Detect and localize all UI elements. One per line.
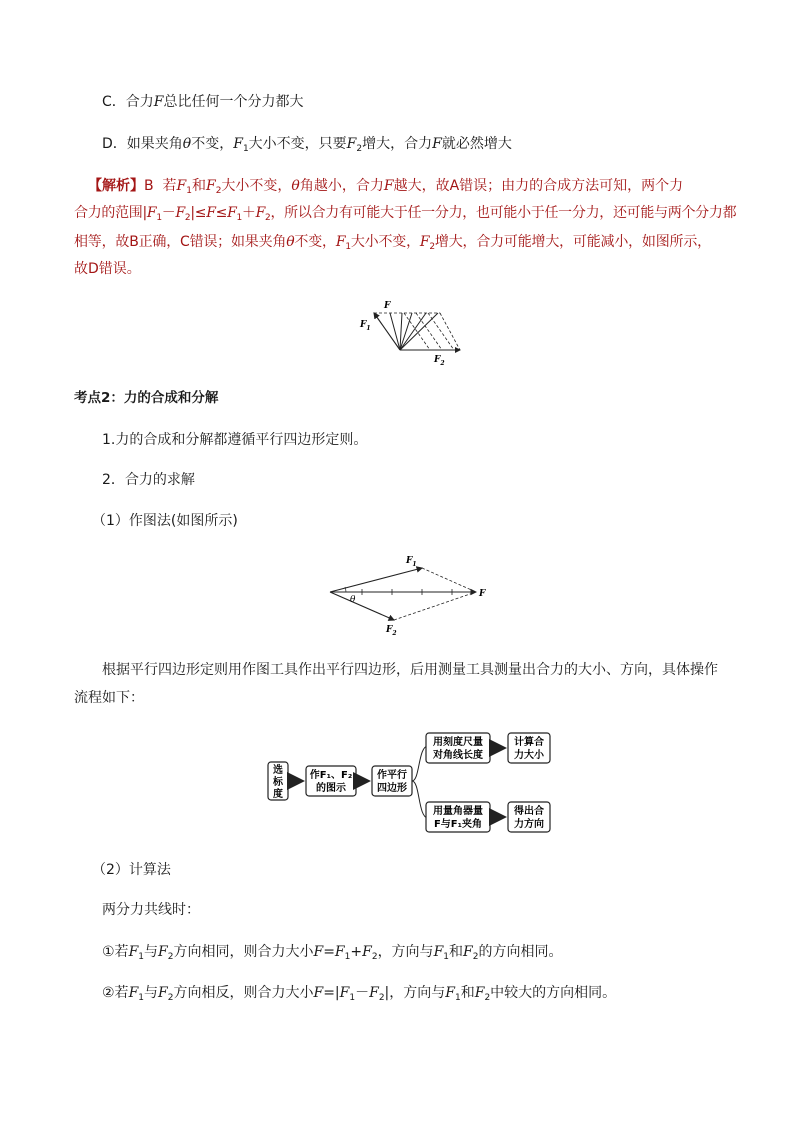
fig1-label-f1: $F_1$	[360, 320, 371, 332]
section-title: 考点2：力的合成和分解	[74, 390, 219, 406]
analysis-line-1: 【解析】B 若$F_1$和$F_2$大小不变，θ角越小，合力F越大，故A错误；由力的合成方法可知，两个力	[88, 178, 684, 196]
sub-heading-1: （1）作图法(如图所示)	[92, 513, 238, 529]
svg-text:力方向: 力方向	[514, 819, 544, 830]
paragraph-line-1: 根据平行四边形定则用作图工具作出平行四边形，后用测量工具测量出合力的大小、方向，具体操作	[102, 662, 718, 678]
sub-heading-2: （2）计算法	[92, 862, 171, 878]
svg-text:F与F₁夹角: F与F₁夹角	[433, 819, 483, 830]
fig2-label-f2: $F_2$	[386, 625, 397, 637]
case-2: ②若$F_1$与$F_2$方向相反，则合力大小$F=|F_1-F_2|$，方向与$F_1$和$F_2$中较大的方向相同。	[102, 985, 617, 1003]
fig1-label-f2: $F_2$	[434, 355, 445, 366]
flowchart	[262, 728, 562, 838]
figure-parallelogram-method	[322, 548, 498, 638]
analysis-line-3: 相等，故B正确，C错误；如果夹角θ不变，$F_1$大小不变，$F_2$增大，合力可能增大，可能减小，如图所示，	[74, 234, 711, 252]
svg-text:用刻度尺量: 用刻度尺量	[433, 737, 483, 748]
collinear-heading: 两分力共线时：	[102, 902, 200, 918]
item-2: 2．合力的求解	[102, 472, 195, 488]
fig2-label-f1: $F_1$	[406, 556, 417, 568]
analysis-line-4: 故D错误。	[74, 261, 141, 277]
svg-text:用量角器量: 用量角器量	[433, 806, 483, 817]
svg-text:得出合: 得出合	[514, 806, 544, 817]
svg-text:作F₁、F₂: 作F₁、F₂	[309, 770, 353, 781]
analysis-line-2: 合力的范围$|F_1-F_2|\le F\le F_1+F_2$，所以合力有可能大于任一分力，也可能小于任一分力，还可能与两个分力都	[74, 205, 737, 223]
svg-text:选: 选	[273, 765, 283, 776]
svg-text:对角线长度: 对角线长度	[433, 750, 483, 761]
svg-text:四边形: 四边形	[377, 783, 407, 794]
svg-text:力大小: 力大小	[514, 750, 544, 761]
svg-text:标: 标	[273, 777, 283, 788]
fig2-label-f: F	[479, 589, 486, 599]
option-d: D．如果夹角θ不变，$F_1$大小不变，只要$F_2$增大，合力F就必然增大	[102, 136, 512, 154]
option-c: C．合力F总比任何一个分力都大	[102, 94, 304, 110]
svg-text:作平行: 作平行	[377, 770, 407, 781]
paragraph-line-2: 流程如下：	[74, 690, 144, 706]
analysis-answer: B	[144, 178, 154, 194]
svg-text:的图示: 的图示	[316, 783, 346, 794]
analysis-tag: 【解析】	[88, 178, 144, 194]
figure-force-parallelograms	[350, 296, 470, 366]
item-1: 1.力的合成和分解都遵循平行四边形定则。	[102, 432, 368, 448]
fig1-label-f: F	[384, 301, 391, 311]
case-1: ①若$F_1$与$F_2$方向相同，则合力大小$F=F_1+F_2$，方向与$F_1$和$F_2$的方向相同。	[102, 944, 563, 962]
svg-text:计算合: 计算合	[514, 737, 544, 748]
fig2-label-theta: θ	[350, 595, 356, 605]
svg-text:度: 度	[273, 789, 283, 800]
